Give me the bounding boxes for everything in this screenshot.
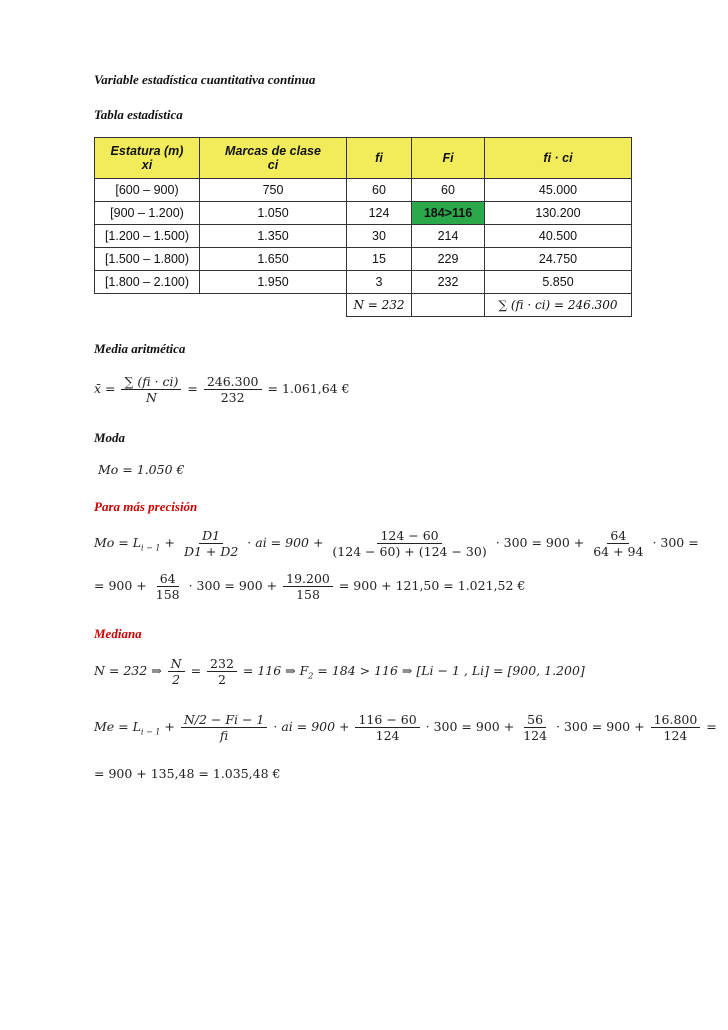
- fraction: $\frac{116 - 60}{124}$: [355, 712, 419, 743]
- table-row: [95, 179, 632, 202]
- cell: [600 – 900): [95, 179, 200, 202]
- fraction: $\frac{D1}{D1 + D2}$: [183, 528, 239, 559]
- page-title: Variable estadística cuantitativa continua: [94, 72, 316, 87]
- cell: 214: [412, 225, 485, 248]
- header-fici: fi · ci: [485, 138, 632, 179]
- moda-heading: Moda: [94, 430, 126, 445]
- precision-line-1: $Mo = L_{i - 1}$ + $\frac{D1}{D1 + D2}$ · ai = 900 + $\frac{124 - 60}{(124 - 60) + (124 - 30)}$ · 300 = 900 + $\frac{64}{64 + 94}$ · 300 =: [94, 528, 699, 559]
- cell: 24.750: [485, 248, 632, 271]
- cell: 30: [347, 225, 412, 248]
- cell: [900 – 1.200): [95, 202, 200, 225]
- cell: 1.950: [200, 271, 347, 294]
- moda-value: Mo = 1.050 €: [98, 462, 185, 477]
- header-estatura: Estatura (m) xi: [95, 138, 200, 179]
- fraction: $\frac{124 - 60}{(124 - 60) + (124 - 30)}$: [332, 528, 487, 559]
- fraction: $\frac{246.300}{232}$: [204, 374, 262, 405]
- cell: 40.500: [485, 225, 632, 248]
- table-heading: Tabla estadística: [94, 107, 183, 122]
- table-row: [95, 202, 632, 225]
- media-heading: Media aritmética: [94, 341, 186, 356]
- table-row: [95, 248, 632, 271]
- fraction: $\frac{56}{124}$: [523, 712, 548, 743]
- cell: 45.000: [485, 179, 632, 202]
- cell: 750: [200, 179, 347, 202]
- table-row: [95, 271, 632, 294]
- media-formula: x̄ = $\frac{\sum (fi \cdot ci)}{N}$ = $\frac{246.300}{232}$ = 1.061,64 €: [94, 374, 350, 405]
- cell: [1.200 – 1.500): [95, 225, 200, 248]
- cell: 1.350: [200, 225, 347, 248]
- fraction: $\frac{16.800}{124}$: [651, 712, 701, 743]
- cell: 60: [412, 179, 485, 202]
- mediana-line-2: $Me = L_{i - 1}$ + $\frac{N/2 - Fi - 1}{fi}$ · ai = 900 + $\frac{116 - 60}{124}$ · 300 = 900 + $\frac{56}{124}$ · 300 = 900 + $\frac{16.800}{124}$ =: [94, 712, 717, 743]
- cell: 232: [412, 271, 485, 294]
- cell: 3: [347, 271, 412, 294]
- table-row: [95, 225, 632, 248]
- cell: 5.850: [485, 271, 632, 294]
- header-marcas: Marcas de clase ci: [200, 138, 347, 179]
- precision-line-2: = 900 + $\frac{64}{158}$ · 300 = 900 + $\frac{19.200}{158}$ = 900 + 121,50 = 1.021,52 €: [94, 571, 526, 602]
- cell: 124: [347, 202, 412, 225]
- fraction: $\frac{64}{64 + 94}$: [593, 528, 644, 559]
- cell-highlight: 184>116: [412, 202, 485, 225]
- fraction: $\frac{64}{158}$: [155, 571, 180, 602]
- cell: 15: [347, 248, 412, 271]
- header-fi: fi: [347, 138, 412, 179]
- fraction: $\frac{\sum (fi \cdot ci)}{N}$: [121, 374, 181, 405]
- precision-heading: Para más precisión: [94, 499, 198, 514]
- cell: 60: [347, 179, 412, 202]
- mediana-line-1: N = 232 ⇒ $\frac{N}{2}$ = $\frac{232}{2}$ = 116 ⇒ $F_2 = 184 > 116$ ⇒ [Li − 1 , Li] = [900, 1.200]: [94, 656, 585, 687]
- cell: [1.800 – 2.100): [95, 271, 200, 294]
- fraction: $\frac{19.200}{158}$: [283, 571, 333, 602]
- fraction: $\frac{N/2 - Fi - 1}{fi}$: [181, 712, 268, 743]
- cell: [1.500 – 1.800): [95, 248, 200, 271]
- cell: 130.200: [485, 202, 632, 225]
- fraction: $\frac{232}{2}$: [207, 656, 237, 687]
- mediana-heading: Mediana: [94, 626, 142, 641]
- table-total-row: [95, 294, 632, 317]
- fraction: $\frac{N}{2}$: [168, 656, 185, 687]
- total-n: N = 232: [347, 294, 412, 317]
- mediana-line-3: = 900 + 135,48 = 1.035,48 €: [94, 766, 281, 781]
- cell: 229: [412, 248, 485, 271]
- total-sum: ∑ (fi · ci) = 246.300: [485, 294, 632, 317]
- header-Fi: Fi: [412, 138, 485, 179]
- table-header-row: [95, 138, 632, 179]
- cell: 1.650: [200, 248, 347, 271]
- cell: 1.050: [200, 202, 347, 225]
- frequency-table: [94, 137, 632, 317]
